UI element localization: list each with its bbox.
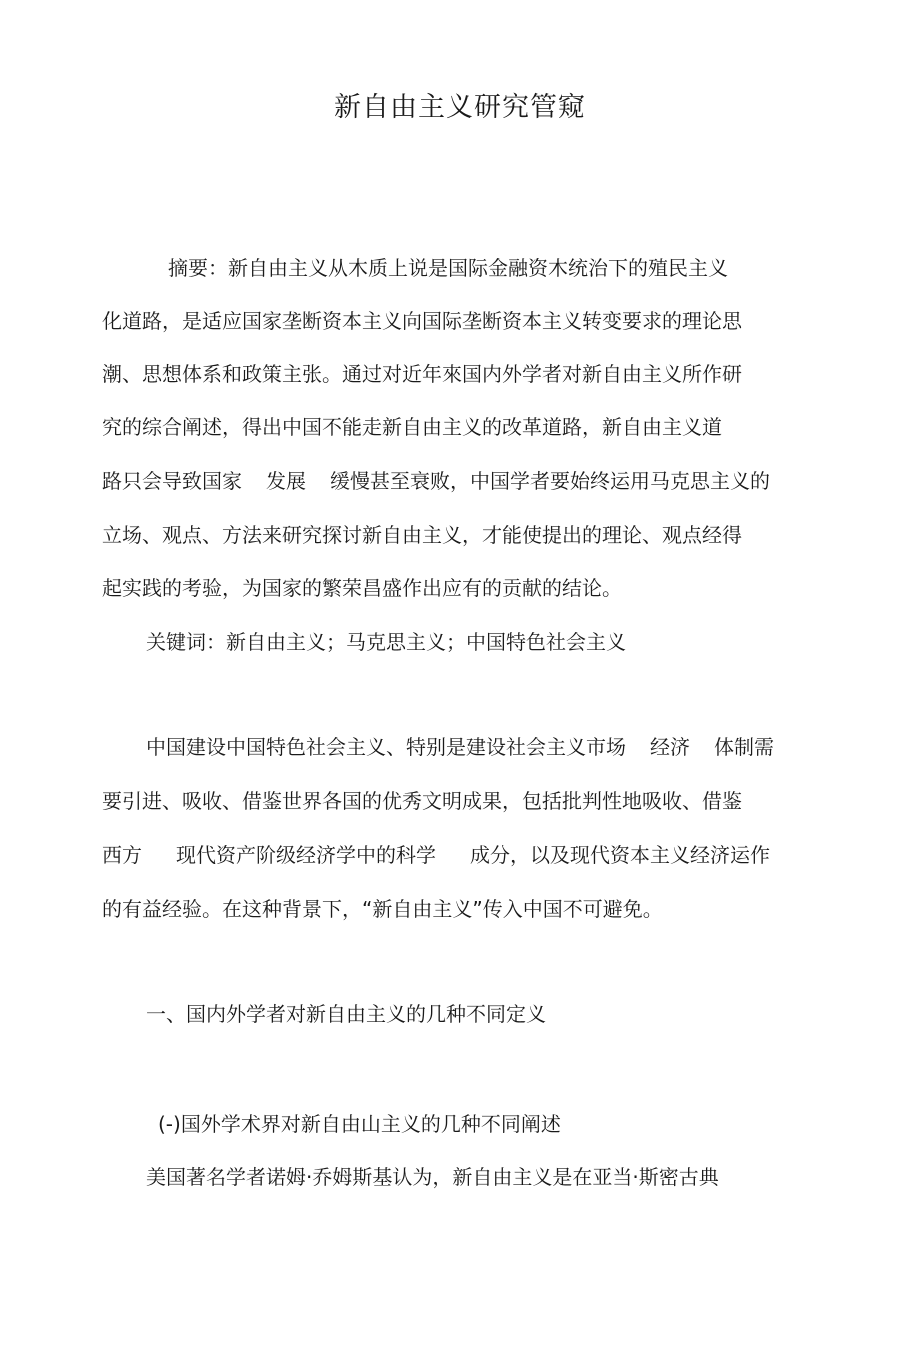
abstract-line: 摘要：新自由主义从木质上说是国际金融资木统治下的殖民主义	[168, 256, 728, 280]
abstract-text-segment: 路只会导致国家	[102, 469, 242, 493]
section-heading: 一、国内外学者对新自由主义的几种不同定义	[146, 1002, 546, 1026]
document-title: 新自由主义研究管窥	[334, 92, 586, 123]
abstract-text-segment: 发展	[266, 469, 306, 493]
intro-text-segment: 体制需	[714, 735, 774, 759]
intro-text-segment: 西方	[102, 843, 142, 867]
intro-line	[102, 841, 770, 869]
intro-text-segment: 经济	[650, 735, 690, 759]
body-line: 美国著名学者诺姆·乔姆斯基认为，新自由主义是在亚当·斯密古典	[146, 1165, 719, 1189]
subsection-heading: (-)国外学术界对新自由山主义的几种不同阐述	[158, 1112, 561, 1136]
abstract-line: 起实践的考验，为国家的繁荣昌盛作出应有的贡献的结论。	[102, 576, 622, 600]
intro-text-segment: 现代资产阶级经济学中的科学	[176, 843, 436, 867]
intro-text-segment: 成分，以及现代资本主义经济运作	[470, 843, 770, 867]
abstract-line	[102, 467, 770, 495]
abstract-line: 潮、思想体系和政策主张。通过对近年來国内外学者对新自由主义所作研	[102, 362, 742, 386]
abstract-line: 化道路，是适应国家垄断资本主义向国际垄断资本主义转变要求的理论思	[102, 309, 742, 333]
intro-text-segment: 中国建设中国特色社会主义、特别是建设社会主义市场	[146, 735, 626, 759]
abstract-text-segment: 缓慢甚至衰败，中国学者要始终运用马克思主义的	[330, 469, 770, 493]
intro-line: 要引进、吸收、借鉴世界各国的优秀文明成果，包括批判性地吸收、借鉴	[102, 789, 742, 813]
keywords-line: 关键词：新自由主义；马克思主义；中国特色社会主义	[146, 630, 626, 654]
abstract-line: 究的综合阐述，得出中国不能走新自由主义的改革道路，新自由主义道	[102, 415, 722, 439]
intro-line: 的有益经验。在这种背景下，“新自由主义”传入中国不可避免。	[102, 897, 663, 921]
abstract-line: 立场、观点、方法来研究探讨新自由主义，才能使提出的理论、观点经得	[102, 523, 742, 547]
intro-line	[146, 733, 774, 761]
